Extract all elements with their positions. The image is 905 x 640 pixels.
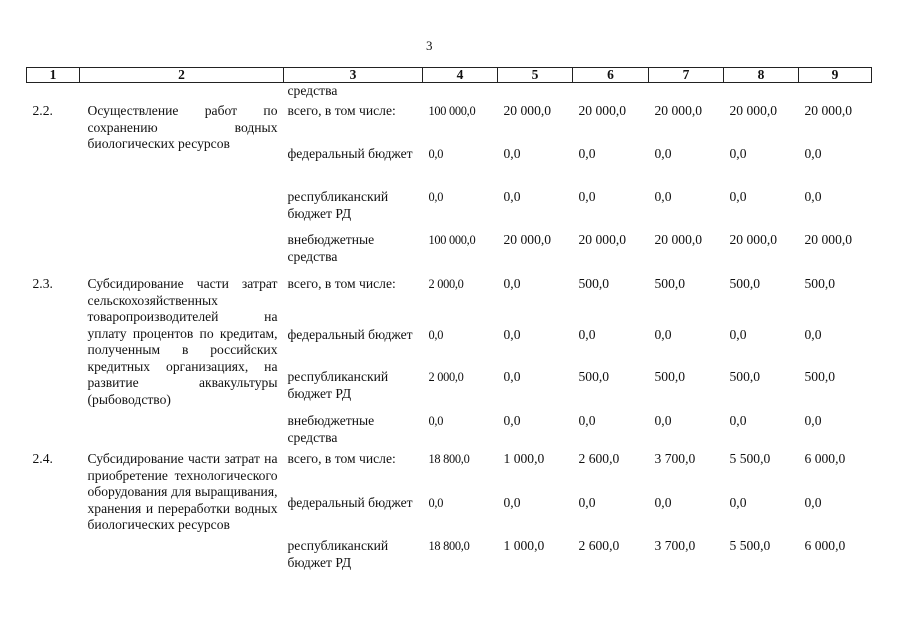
value-cell: 0,0 [729, 146, 747, 161]
column-header: 3 [284, 68, 423, 83]
funding-source-cell: всего, в том числе: [287, 103, 396, 118]
item-code: 2.4. [32, 451, 53, 466]
funding-source-cell: республиканский бюджет РД [287, 189, 389, 221]
value-cell: 0,0 [578, 495, 596, 510]
funding-source-cell: федеральный бюджет [287, 327, 413, 342]
page-number: 3 [426, 38, 433, 53]
column-header: 6 [573, 68, 649, 83]
funding-source-cell: внебюджетные средства [287, 413, 375, 445]
value-cell: 20 000,0 [804, 232, 853, 247]
value-cell: 5 500,0 [729, 451, 771, 466]
item-name: Осуществление работ по сохранению водных биологических ресурсов [87, 103, 278, 151]
funding-source-cell: федеральный бюджет [287, 146, 413, 161]
value-cell: 0,0 [428, 496, 444, 510]
item-name: Субсидирование части затрат сельскохозяйственных товаропроизводителей на уплату процентов по кредитам, полученным в российских кредитных организациях, на развитие аквакультуры (рыбоводство) [87, 276, 278, 407]
value-cell: 0,0 [578, 327, 596, 342]
value-cell: 0,0 [503, 189, 521, 204]
value-cell: 0,0 [654, 146, 672, 161]
funding-source-cell: республиканский бюджет РД [287, 369, 389, 401]
value-cell: 0,0 [804, 495, 822, 510]
value-cell: 0,0 [804, 413, 822, 428]
funding-source-cell: республиканский бюджет РД [287, 538, 389, 570]
value-cell: 0,0 [654, 327, 672, 342]
value-cell: 0,0 [428, 147, 444, 161]
value-cell: 20 000,0 [654, 232, 703, 247]
column-header: 8 [724, 68, 799, 83]
column-header: 1 [27, 68, 80, 83]
value-cell: 2 000,0 [428, 370, 464, 384]
column-number-header-row [27, 68, 872, 83]
value-cell: 3 700,0 [654, 538, 696, 553]
funding-source-cell: внебюджетные средства [287, 232, 375, 264]
table-row [27, 276, 872, 327]
value-cell: 20 000,0 [654, 103, 703, 118]
table-row [27, 103, 872, 146]
table-row [27, 451, 872, 495]
value-cell: 0,0 [428, 414, 444, 428]
value-cell: 0,0 [503, 327, 521, 342]
item-code: 2.3. [32, 276, 53, 291]
value-cell: 0,0 [654, 495, 672, 510]
funding-source-cell: всего, в том числе: [287, 451, 396, 466]
value-cell: 100 000,0 [428, 233, 476, 247]
value-cell: 0,0 [503, 413, 521, 428]
value-cell: 500,0 [578, 369, 610, 384]
value-cell: 2 600,0 [578, 538, 620, 553]
value-cell: 6 000,0 [804, 538, 846, 553]
value-cell: 0,0 [729, 189, 747, 204]
item-code: 2.2. [32, 103, 53, 118]
value-cell: 0,0 [503, 276, 521, 291]
value-cell: 1 000,0 [503, 538, 545, 553]
value-cell: 2 000,0 [428, 277, 464, 291]
value-cell: 0,0 [804, 189, 822, 204]
value-cell: 20 000,0 [729, 103, 778, 118]
value-cell: 0,0 [654, 413, 672, 428]
value-cell: 2 600,0 [578, 451, 620, 466]
value-cell: 20 000,0 [729, 232, 778, 247]
value-cell: 0,0 [503, 495, 521, 510]
value-cell: 18 800,0 [428, 539, 470, 553]
value-cell: 500,0 [578, 276, 610, 291]
value-cell: 20 000,0 [578, 232, 627, 247]
value-cell: 500,0 [729, 369, 761, 384]
funding-source-cell: средства [287, 83, 338, 98]
value-cell: 0,0 [729, 327, 747, 342]
value-cell: 500,0 [729, 276, 761, 291]
value-cell: 500,0 [654, 369, 686, 384]
value-cell: 0,0 [578, 413, 596, 428]
value-cell: 500,0 [804, 369, 836, 384]
value-cell: 0,0 [729, 413, 747, 428]
column-header: 5 [498, 68, 573, 83]
funding-source-cell: федеральный бюджет [287, 495, 413, 510]
continuation-row [27, 83, 872, 104]
value-cell: 0,0 [503, 146, 521, 161]
value-cell: 18 800,0 [428, 452, 470, 466]
column-header: 2 [80, 68, 284, 83]
value-cell: 20 000,0 [578, 103, 627, 118]
value-cell: 0,0 [578, 146, 596, 161]
funding-source-cell: всего, в том числе: [287, 276, 396, 291]
value-cell: 500,0 [654, 276, 686, 291]
value-cell: 100 000,0 [428, 104, 476, 118]
column-header: 7 [649, 68, 724, 83]
value-cell: 0,0 [654, 189, 672, 204]
value-cell: 20 000,0 [503, 103, 552, 118]
item-name: Субсидирование части затрат на приобретение технологического оборудования для выращивания, хранения и переработки водных биологических ресурсов [87, 451, 278, 532]
column-header: 9 [799, 68, 872, 83]
value-cell: 500,0 [804, 276, 836, 291]
value-cell: 0,0 [729, 495, 747, 510]
value-cell: 0,0 [804, 327, 822, 342]
value-cell: 6 000,0 [804, 451, 846, 466]
value-cell: 1 000,0 [503, 451, 545, 466]
value-cell: 0,0 [503, 369, 521, 384]
column-header: 4 [423, 68, 498, 83]
value-cell: 0,0 [428, 190, 444, 204]
value-cell: 0,0 [428, 328, 444, 342]
value-cell: 0,0 [578, 189, 596, 204]
value-cell: 20 000,0 [503, 232, 552, 247]
value-cell: 20 000,0 [804, 103, 853, 118]
budget-table [26, 67, 872, 578]
value-cell: 3 700,0 [654, 451, 696, 466]
value-cell: 0,0 [804, 146, 822, 161]
value-cell: 5 500,0 [729, 538, 771, 553]
